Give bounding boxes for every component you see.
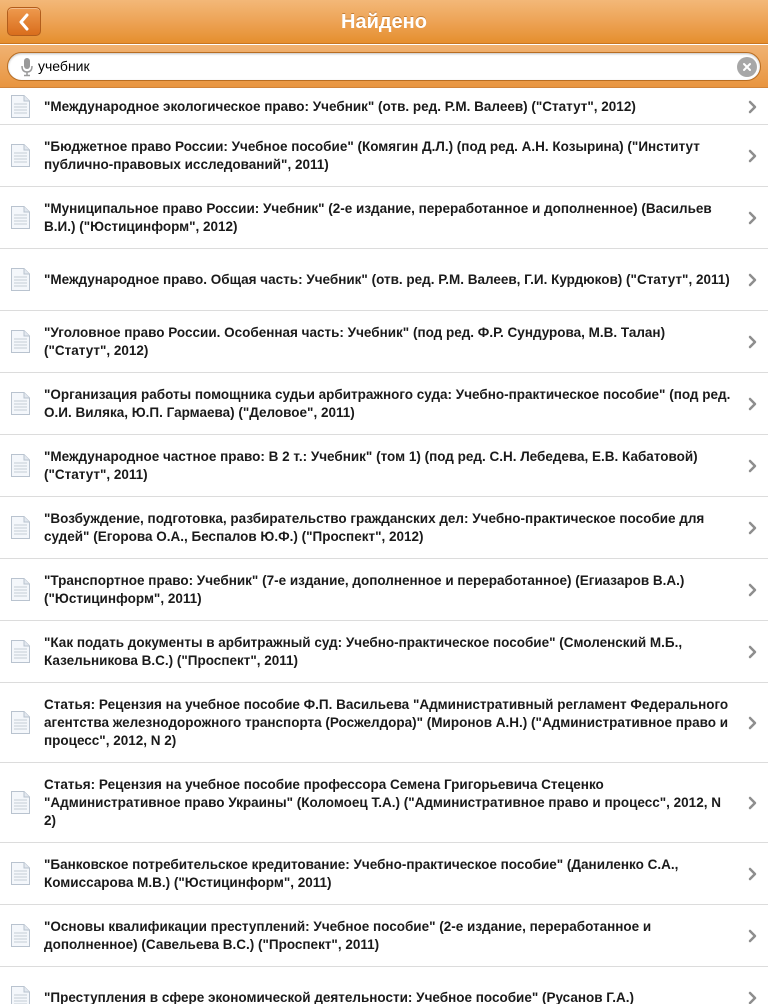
chevron-right-icon (748, 459, 757, 473)
result-row[interactable] (0, 89, 768, 125)
search-field[interactable] (7, 52, 761, 81)
result-row[interactable] (0, 905, 768, 967)
document-icon (10, 639, 31, 664)
document-icon (10, 577, 31, 602)
chevron-right-icon (748, 645, 757, 659)
document-icon (10, 329, 31, 354)
result-title: "Основы квалификации преступлений: Учебное пособие" (2-е издание, переработанное и дополненное) (Савельева В.С.) ("Проспект", 2011) (44, 918, 652, 952)
result-row[interactable] (0, 497, 768, 559)
result-title: "Международное экологическое право: Учебник" (отв. ред. Р.М. Валеев) ("Статут", 2012) (44, 98, 636, 114)
document-icon (10, 267, 31, 292)
result-title: "Бюджетное право России: Учебное пособие" (Комягин Д.Л.) (под ред. А.Н. Козырина) ("Институт публично-правовых исследований", 2011) (44, 138, 700, 172)
page-title: Найдено (341, 11, 427, 33)
document-icon (10, 515, 31, 540)
result-row[interactable] (0, 621, 768, 683)
result-row[interactable] (0, 559, 768, 621)
chevron-right-icon (748, 149, 757, 163)
search-bar (0, 45, 768, 88)
result-row[interactable] (0, 311, 768, 373)
chevron-right-icon (748, 335, 757, 349)
result-row[interactable] (0, 683, 768, 763)
document-icon (10, 710, 31, 735)
result-row[interactable] (0, 125, 768, 187)
microphone-icon[interactable] (20, 57, 34, 77)
result-row[interactable] (0, 373, 768, 435)
result-row[interactable] (0, 967, 768, 1004)
result-title: "Международное частное право: В 2 т.: Учебник" (том 1) (под ред. С.Н. Лебедева, Е.В. Кабатовой) ("Статут", 2011) (44, 448, 698, 482)
chevron-right-icon (748, 991, 757, 1004)
result-title: "Банковское потребительское кредитование: Учебно-практическое пособие" (Даниленко С.А., Комиссарова М.В.) ("Юстицинформ", 2011) (44, 856, 679, 890)
document-icon (10, 391, 31, 416)
result-title: "Возбуждение, подготовка, разбирательство гражданских дел: Учебно-практическое пособие для судей" (Егорова О.А., Беспалов Ю.Ф.) ("Проспект", 2012) (44, 510, 705, 544)
chevron-right-icon (748, 796, 757, 810)
result-row[interactable] (0, 249, 768, 311)
document-icon (10, 985, 31, 1004)
clear-circle-icon (742, 62, 752, 72)
chevron-right-icon (748, 100, 757, 114)
document-icon (10, 94, 31, 119)
document-icon (10, 861, 31, 886)
chevron-right-icon (748, 716, 757, 730)
result-title: "Уголовное право России. Особенная часть: Учебник" (под ред. Ф.Р. Сундурова, М.В. Талан) ("Статут", 2012) (44, 324, 666, 358)
chevron-right-icon (748, 211, 757, 225)
result-row[interactable] (0, 435, 768, 497)
result-title: "Международное право. Общая часть: Учебник" (отв. ред. Р.М. Валеев, Г.И. Курдюков) ("Статут", 2011) (44, 271, 730, 287)
chevron-right-icon (748, 929, 757, 943)
result-row[interactable] (0, 843, 768, 905)
clear-search-button[interactable] (737, 57, 757, 77)
document-icon (10, 790, 31, 815)
document-icon (10, 923, 31, 948)
result-row[interactable] (0, 763, 768, 843)
result-title: "Преступления в сфере экономической деятельности: Учебное пособие" (Русанов Г.А.) (44, 989, 635, 1004)
result-row[interactable] (0, 187, 768, 249)
chevron-right-icon (748, 397, 757, 411)
navigation-bar (0, 0, 768, 44)
result-title: Статья: Рецензия на учебное пособие профессора Семена Григорьевича Стеценко "Административное право Украины" (Коломоец Т.А.) ("Административное право и процесс", 2012, N 2) (44, 776, 721, 828)
result-title: "Муниципальное право России: Учебник" (2-е издание, переработанное и дополненное) (Васильев В.И.) ("Юстицинформ", 2012) (44, 200, 712, 234)
results-list (0, 89, 768, 1004)
document-icon (10, 205, 31, 230)
chevron-right-icon (748, 867, 757, 881)
chevron-right-icon (748, 521, 757, 535)
result-title: "Организация работы помощника судьи арбитражного суда: Учебно-практическое пособие" (под ред. О.И. Виляка, Ю.П. Гармаева) ("Деловое", 2011) (44, 386, 731, 420)
document-icon (10, 453, 31, 478)
search-input[interactable] (38, 53, 718, 80)
result-title: "Транспортное право: Учебник" (7-е издание, дополненное и переработанное) (Егиазаров В.А.) ("Юстицинформ", 2011) (44, 572, 685, 606)
result-title: "Как подать документы в арбитражный суд: Учебно-практическое пособие" (Смоленский М.Б., Казельникова В.С.) ("Проспект", 2011) (44, 634, 683, 668)
result-title: Статья: Рецензия на учебное пособие Ф.П. Васильева "Административный регламент Федерального агентства железнодорожного транспорта (Росжелдора)" (Миронов А.Н.) ("Административное право и процесс", 2012, N 2) (44, 696, 729, 748)
chevron-right-icon (748, 273, 757, 287)
chevron-right-icon (748, 583, 757, 597)
document-icon (10, 143, 31, 168)
